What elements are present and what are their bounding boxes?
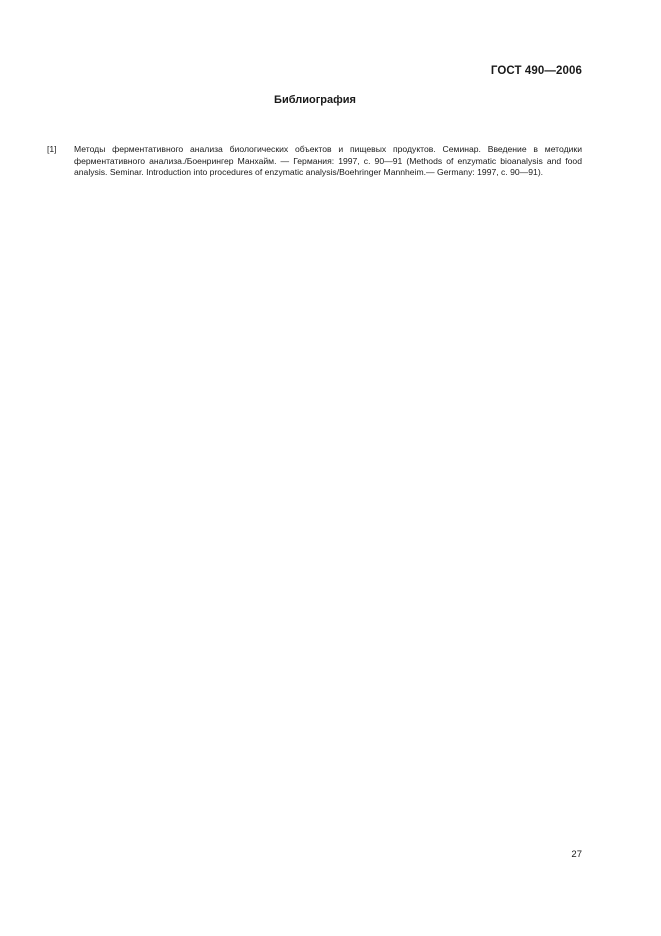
- standard-header: ГОСТ 490—2006: [490, 65, 582, 77]
- bibliography-entry-number: [1]: [47, 144, 57, 154]
- page-number: 27: [571, 849, 582, 860]
- bibliography-list: [47, 144, 582, 179]
- section-title: Библиография: [274, 94, 356, 106]
- bibliography-entry-text: Методы ферментативного анализа биологических объектов и пищевых продуктов. Семинар. Введение в методики ферментативного анализа./Боенрингер Манхайм. — Германия: 1997, с. 90—91 (Methods of enzymatic bioanalysis and food analysis. Seminar. Introduction into procedures of enzymatic analysis/Boehringer Mannheim.— Germany: 1997, c. 90—91).: [74, 144, 582, 177]
- bibliography-entry: [47, 144, 582, 179]
